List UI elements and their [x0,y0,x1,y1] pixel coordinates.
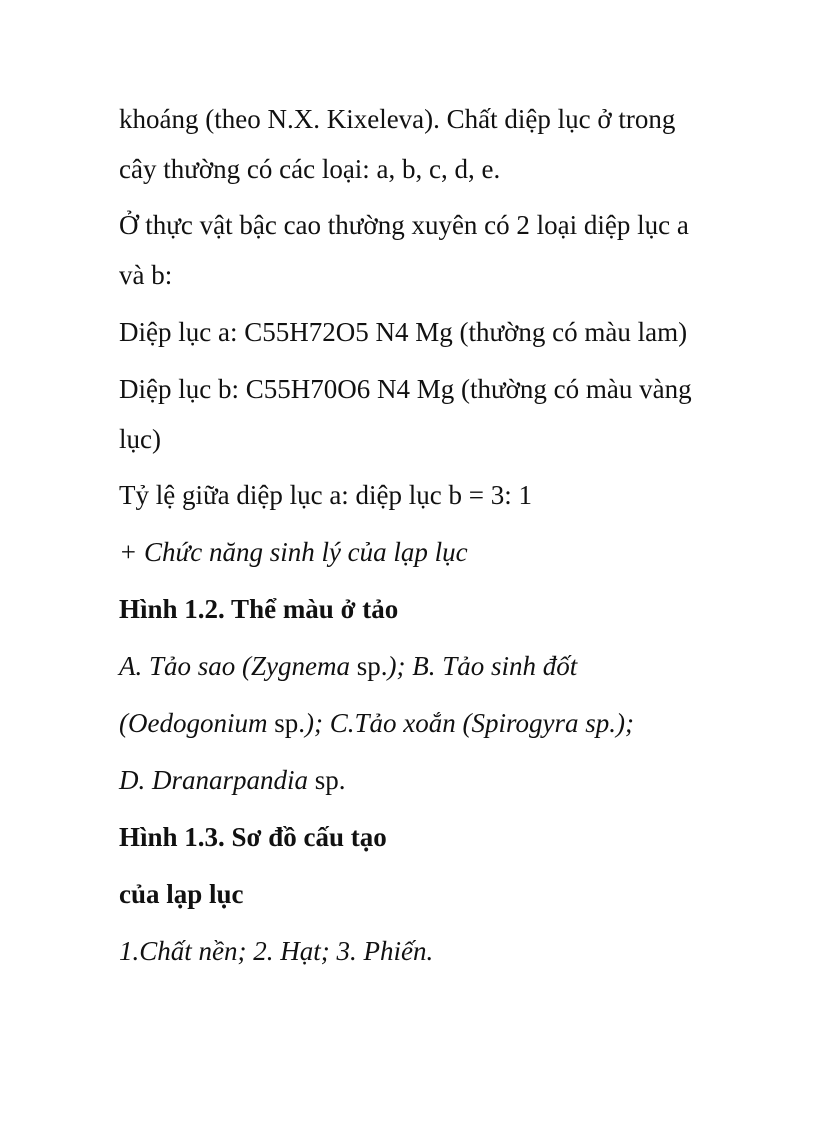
chlorophyll-ratio: Tỷ lệ giữa diệp lục a: diệp lục b = 3: 1 [119,480,533,510]
paragraph-line: và b: [119,260,173,290]
figure-1-2-title [119,593,398,625]
caption-text: A. Tảo sao ( [119,651,252,681]
caption-text: D. Dranarpandia [119,765,309,795]
caption-text: ); B. Tảo sinh đốt [387,651,578,681]
figure-1-3-title: Hình 1.3. Sơ đồ cấu tạo [119,822,387,852]
paragraph-line: Ở thực vật bậc cao thường xuyên có 2 loại diệp lục a [119,210,689,240]
figure-1-2-caption-end [119,764,346,796]
caption-text: ); C.Tảo xoắn (Spirogyra sp.); [305,708,634,738]
figure-1-3-caption: 1.Chất nền; 2. Hạt; 3. Phiến. [119,936,434,966]
caption-text: ( [119,708,128,738]
figure-label: Hình 1.2 [119,594,219,624]
chlorophyll-b-formula: Diệp lục b: C55H70O6 N4 Mg (thường có màu vàng [119,374,692,404]
paragraph-line: khoáng (theo N.X. Kixeleva). Chất diệp lục ở trong [119,104,676,134]
figure-title-text: . Thể màu ở tảo [218,594,399,624]
species-abbrev: sp. [267,708,305,738]
figure-1-2-caption-cont [119,707,634,739]
species-abbrev: sp. [350,651,388,681]
section-heading: + Chức năng sinh lý của lạp lục [119,537,468,567]
paragraph-line: cây thường có các loại: a, b, c, d, e. [119,154,501,184]
chlorophyll-a-formula: Diệp lục a: C55H72O5 N4 Mg (thường có màu lam) [119,317,688,347]
species-abbrev: sp. [308,765,346,795]
figure-1-2-caption [119,650,577,682]
chlorophyll-b-formula-cont: lục) [119,424,161,454]
figure-1-3-title-cont: của lạp lục [119,879,244,909]
genus-name: Oedogonium [128,708,268,738]
genus-name: Zygnema [251,651,350,681]
